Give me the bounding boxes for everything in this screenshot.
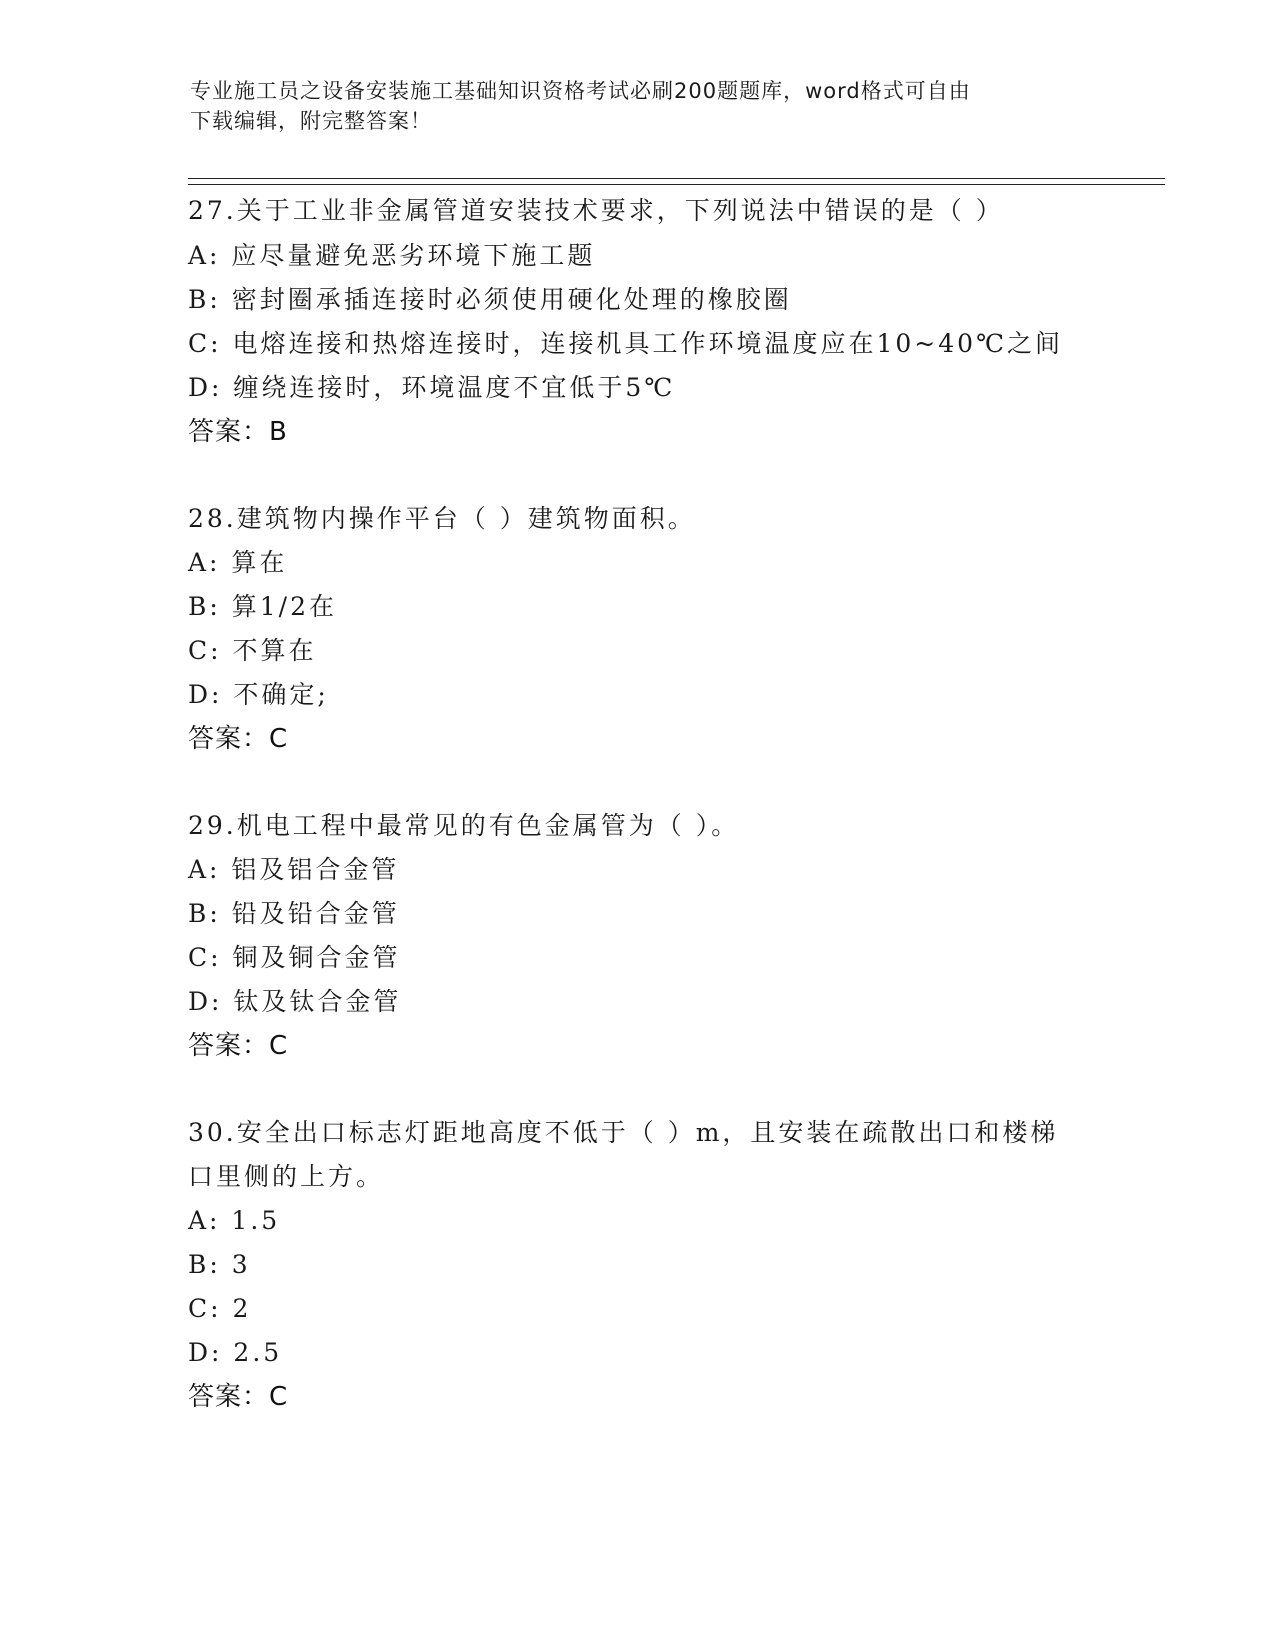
question-stem-continued: 口里侧的上方。 [188,1162,385,1191]
option-d: D: 不确定; [188,680,329,709]
question-stem: 28.建筑物内操作平台（ ）建筑物面积。 [188,504,696,533]
option-c: C: 不算在 [188,636,317,665]
option-d: D: 2.5 [188,1338,283,1367]
option-b: B: 3 [188,1250,251,1279]
option-a: A: 应尽量避免恶劣环境下施工题 [188,241,596,270]
answer: 答案：C [188,1382,289,1412]
question-stem: 29.机电工程中最常见的有色金属管为（ ）。 [188,811,740,840]
option-c: C: 电熔连接和热熔连接时，连接机具工作环境温度应在10~40℃之间 [188,329,1064,358]
option-a: A: 算在 [188,548,288,577]
answer: 答案：C [188,1031,289,1061]
header-line-2: 下载编辑，附完整答案！ [190,109,432,133]
header-divider-top [188,178,1165,179]
option-d: D: 钛及钛合金管 [188,987,402,1016]
header-divider-bottom [188,184,1165,185]
answer: 答案：B [188,417,288,447]
question-stem: 27.关于工业非金属管道安装技术要求，下列说法中错误的是（ ） [188,196,1004,225]
question-stem: 30.安全出口标志灯距地高度不低于（ ）m，且安装在疏散出口和楼梯 [188,1118,1059,1147]
option-d: D: 缠绕连接时，环境温度不宜低于5℃ [188,373,676,402]
option-b: B: 铅及铅合金管 [188,899,400,928]
answer: 答案：C [188,724,289,754]
document-header [190,76,1070,136]
option-a: A: 1.5 [188,1206,281,1235]
option-b: B: 算1/2在 [188,592,337,621]
header-line-1: 专业施工员之设备安装施工基础知识资格考试必刷200题题库，word格式可自由 [190,79,971,103]
option-c: C: 2 [188,1294,252,1323]
option-b: B: 密封圈承插连接时必须使用硬化处理的橡胶圈 [188,285,792,314]
option-a: A: 铝及铝合金管 [188,855,400,884]
option-c: C: 铜及铜合金管 [188,943,401,972]
